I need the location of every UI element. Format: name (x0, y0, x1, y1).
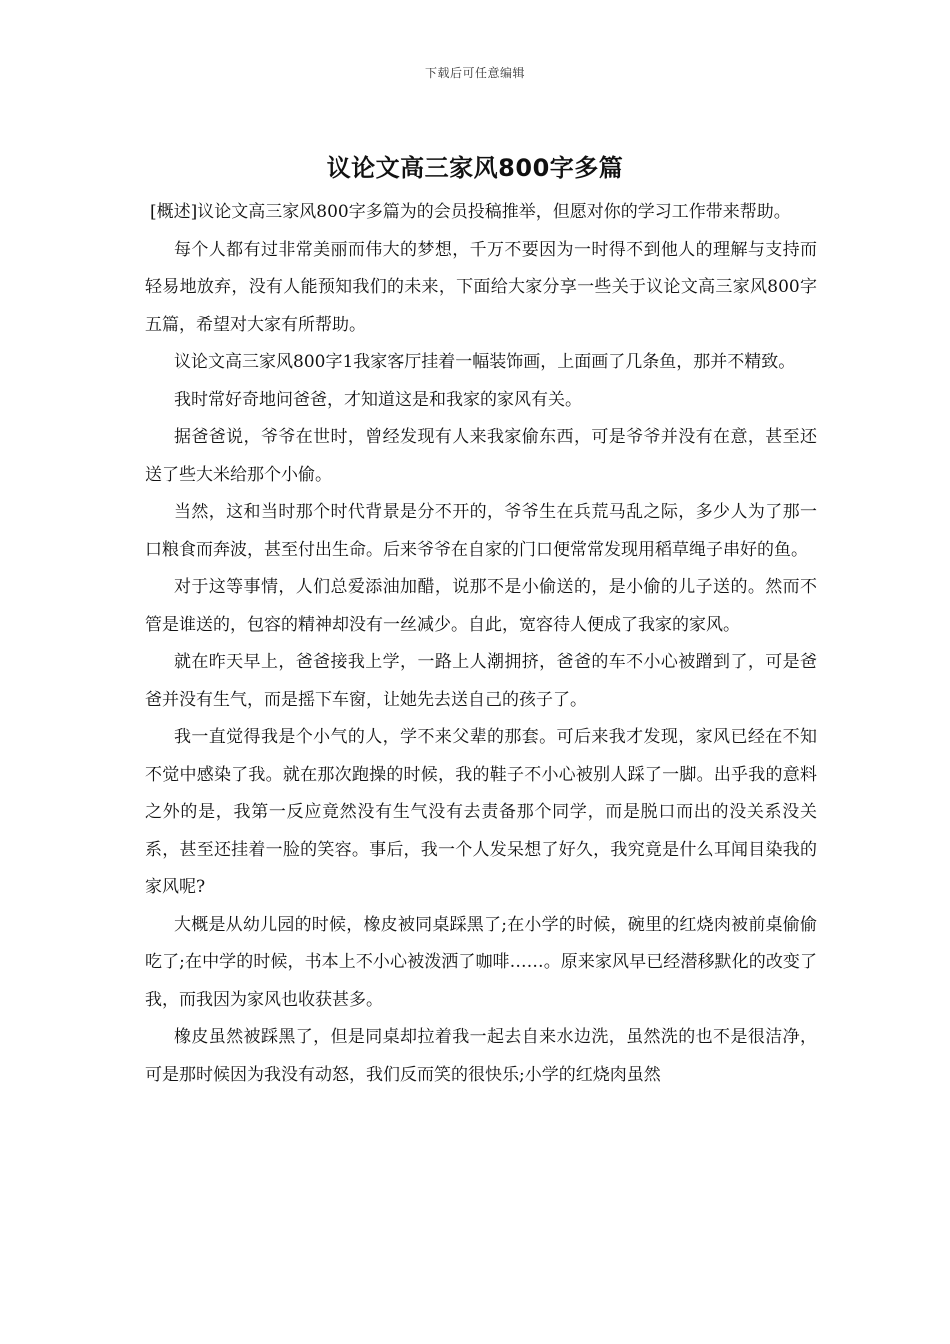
paragraph: 橡皮虽然被踩黑了，但是同桌却拉着我一起去自来水边洗，虽然洗的也不是很洁净，可是那时候因为我没有动怒，我们反而笑的很快乐;小学的红烧肉虽然 (145, 1027, 817, 1085)
paragraph: 大概是从幼儿园的时候，橡皮被同桌踩黑了;在小学的时候，碗里的红烧肉被前桌偷偷吃了;在中学的时候，书本上不小心被泼洒了咖啡……。原来家风早已经潜移默化的改变了我，而我因为家风也收获甚多。 (145, 914, 817, 1010)
paragraph: 每个人都有过非常美丽而伟大的梦想，千万不要因为一时得不到他人的理解与支持而轻易地放弃，没有人能预知我们的未来，下面给大家分享一些关于议论文高三家风800字五篇，希望对大家有所帮助。 (145, 239, 817, 335)
paragraph: 当然，这和当时那个时代背景是分不开的，爷爷生在兵荒马乱之际，多少人为了那一口粮食而奔波，甚至付出生命。后来爷爷在自家的门口便常常发现用稻草绳子串好的鱼。 (145, 502, 817, 560)
paragraph: 我一直觉得我是个小气的人，学不来父辈的那套。可后来我才发现，家风已经在不知不觉中感染了我。就在那次跑操的时候，我的鞋子不小心被别人踩了一脚。出乎我的意料之外的是，我第一反应竟然没有生气没有去责备那个同学，而是脱口而出的没关系没关系，甚至还挂着一脸的笑容。事后，我一个人发呆想了好久，我究竟是什么耳闻目染我的家风呢? (145, 727, 817, 897)
paragraph: 议论文高三家风800字1我家客厅挂着一幅装饰画，上面画了几条鱼，那并不精致。 (174, 352, 796, 372)
paragraph: 我时常好奇地问爸爸，才知道这是和我家的家风有关。 (174, 389, 582, 410)
paragraph: 据爸爸说，爷爷在世时，曾经发现有人来我家偷东西，可是爷爷并没有在意，甚至还送了些大米给那个小偷。 (145, 427, 817, 485)
paragraph: 对于这等事情，人们总爱添油加醋，说那不是小偷送的，是小偷的儿子送的。然而不管是谁送的，包容的精神却没有一丝减少。自此，宽容待人便成了我家的家风。 (145, 577, 817, 635)
document-body (145, 194, 817, 1094)
paragraph: 就在昨天早上，爸爸接我上学，一路上人潮拥挤，爸爸的车不小心被蹭到了，可是爸爸并没有生气，而是摇下车窗，让她先去送自己的孩子了。 (145, 652, 817, 710)
header-note: 下载后可任意编辑 (424, 66, 525, 80)
document-title: 议论文高三家风800字多篇 (326, 154, 624, 182)
paragraph-summary: [概述]议论文高三家风800字多篇为的会员投稿推举，但愿对你的学习工作带来帮助。 (150, 202, 791, 222)
